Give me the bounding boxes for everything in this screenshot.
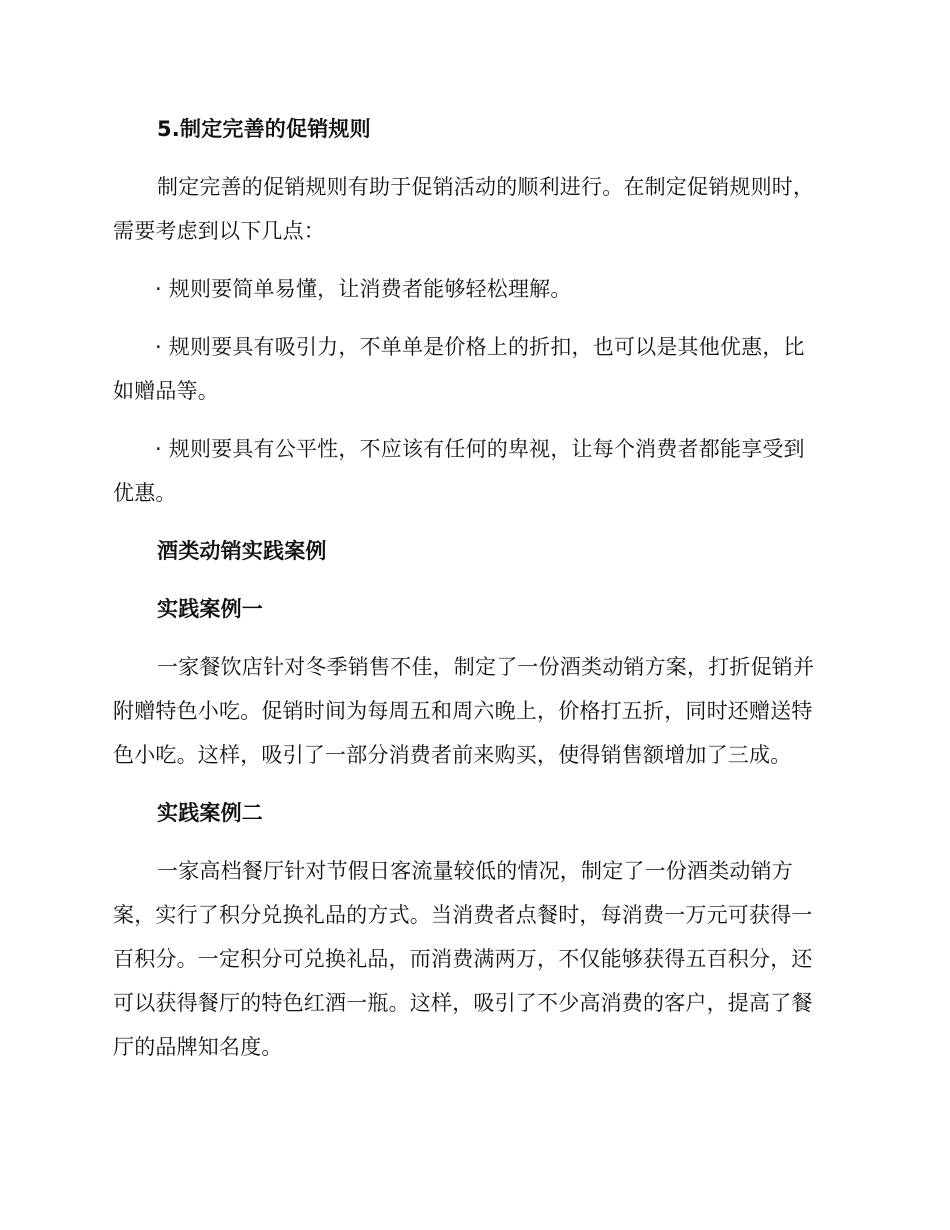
paragraph-line: 制定完善的促销规则有助于促销活动的顺利进行。在制定促销规则时， <box>157 175 815 199</box>
paragraph-line: 色小吃。这样，吸引了一部分消费者前来购买，使得销售额增加了三成。 <box>113 743 792 767</box>
bullet-item: · 规则要简单易懂，让消费者能够轻松理解。 <box>155 277 572 301</box>
paragraph-line: 需要考虑到以下几点： <box>113 219 325 243</box>
bullet-item: · 规则要具有吸引力，不单单是价格上的折扣，也可以是其他优惠，比 <box>155 335 805 359</box>
section-heading: 5.制定完善的促销规则 <box>157 117 371 141</box>
case-title: 实践案例二 <box>157 801 263 825</box>
paragraph-line: 附赠特色小吃。促销时间为每周五和周六晚上，价格打五折，同时还赠送特 <box>113 699 813 723</box>
paragraph-line: 一家高档餐厅针对节假日客流量较低的情况，制定了一份酒类动销方 <box>157 859 793 883</box>
bullet-continuation: 如赠品等。 <box>113 379 219 403</box>
paragraph-line: 案，实行了积分兑换礼品的方式。当消费者点餐时，每消费一万元可获得一 <box>113 903 813 927</box>
bullet-item: · 规则要具有公平性，不应该有任何的卑视，让每个消费者都能享受到 <box>155 437 805 461</box>
paragraph-line: 可以获得餐厅的特色红酒一瓶。这样，吸引了不少高消费的客户，提高了餐 <box>113 991 813 1015</box>
paragraph-line: 百积分。一定积分可兑换礼品，而消费满两万，不仅能够获得五百积分，还 <box>113 947 813 971</box>
section-heading: 酒类动销实践案例 <box>157 539 327 563</box>
bullet-continuation: 优惠。 <box>113 481 177 505</box>
case-title: 实践案例一 <box>157 597 263 621</box>
paragraph-line: 厅的品牌知名度。 <box>113 1035 283 1059</box>
paragraph-line: 一家餐饮店针对冬季销售不佳，制定了一份酒类动销方案，打折促销并 <box>157 655 815 679</box>
